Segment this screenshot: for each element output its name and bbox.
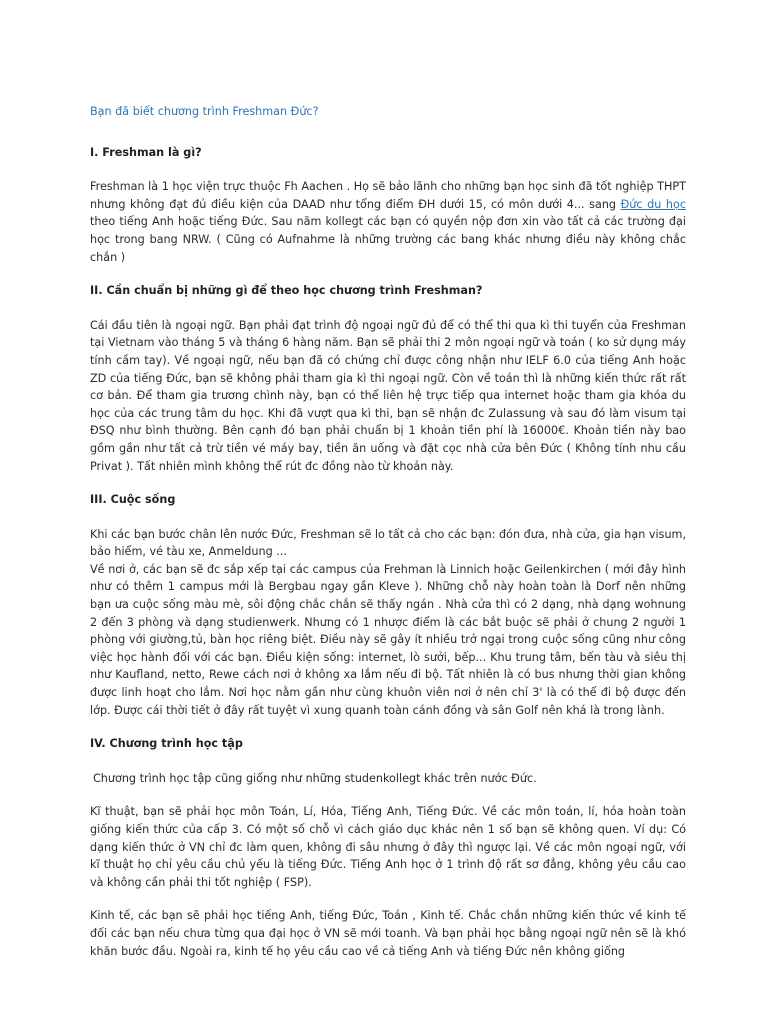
section-heading-life: III. Cuộc sống — [90, 493, 176, 507]
paragraph-life-accommodation: Về nơi ở, các bạn sẽ đc sắp xếp tại các campus của Frehman là Linnich hoặc Geilenkirchen ( mới đây hình như có thêm 1 campus mới là Bergbau ngay gần Kleve ). Những chỗ này hoàn toàn là Dorf nên những bạn ưa cuộc sống màu mè, sôi động chắc chắn sẽ thấy ngán . Nhà cửa thì có 2 dạng, nhà dạng wohnung 2 đến 3 phòng và dạng studienwerk. Nhưng có 1 nhược điểm là các bắt buộc sẽ phải ở chung 2 người 1 phòng với giường,tủ, bàn học riêng biệt. Điều này sẽ gây ít nhiều trở ngại trong cuộc sống cũng như công việc học hành đối với các bạn. Điều kiện sống: internet, lò sưởi, bếp... Khu trung tâm, bến tàu và siêu thị như Kaufland, netto, Rewe cách nơi ở không xa lắm nếu đi bộ. Tất nhiên là có bus nhưng thời gian không được linh hoạt cho lắm. Nơi học nằm gần như cùng khuôn viên nơi ở nên chỉ 3' là có thể đi bộ được đến lớp. Được cái thời tiết ở đây rất tuyệt vì xung quanh toàn cánh đồng và sân Golf nên khá là trong lành. — [90, 562, 686, 717]
text-run: Freshman là 1 học viện trực thuộc Fh Aachen . Họ sẽ bảo lãnh cho những bạn học sinh đã tốt nghiệp THPT nhưng không đạt đủ điều kiện của DAAD như tổng điểm ĐH dưới 15, có môn dưới 4... sang — [90, 180, 686, 211]
paragraph-preparation: Cái đầu tiên là ngoại ngữ. Bạn phải đạt trình độ ngoại ngữ đủ để có thể thi qua kì thi tuyển của Freshman tại Vietnam vào tháng 5 và tháng 6 hàng năm. Bạn sẽ phải thi 2 môn ngoại ngữ và toán ( ko sử dụng máy tính cầm tay). Về ngoại ngữ, nếu bạn đã có chứng chỉ được công nhận như IELF 6.0 của tiếng Anh hoặc ZD của tiếng Đức, bạn sẽ không phải tham gia kì thi ngoại ngữ. Còn về toán thì là những kiến thức rất rất cơ bản. Để tham gia trương chình này, bạn có thể liên hệ trực tiếp qua internet hoặc tham gia khóa du học của các trung tâm du học. Khi đã vượt qua kì thi, bạn sẽ nhận đc Zulassung và sau đó làm visum tại ĐSQ như bình thường. Bên cạnh đó bạn phải chuẩn bị 1 khoản tiền phí là 16000€. Khoản tiền này bao gồm gần như tất cả trừ tiền vé máy bay, tiền ăn uống và đặt cọc nhà cửa bên Đức ( Không tính nhu cầu Privat ). Tất nhiên mình không thể rút đc đồng nào từ khoản này. — [90, 318, 686, 473]
paragraph-study-economics: Kinh tế, các bạn sẽ phải học tiếng Anh, tiếng Đức, Toán , Kinh tế. Chắc chắn những kiến thức về kinh tế đối các bạn nếu chưa từng qua đại học ở VN sẽ mới toanh. Và bạn phải học bằng ngoại ngữ nên sẽ là khó khăn bước đầu. Ngoài ra, kinh tế họ yêu cầu cao về cả tiếng Anh và tiếng Đức nên không giống — [90, 909, 686, 958]
paragraph-study-intro: Chương trình học tập cũng giống như những studenkollegt khác trên nước Đức. — [93, 771, 537, 785]
text-run: theo tiếng Anh hoặc tiếng Đức. Sau năm kollegt các bạn có quyền nộp đơn xin vào tất cả các trường đại học trong bang NRW. ( Cũng có Aufnahme là những trường các bang khác nhưng điều này không chắc chắn ) — [90, 215, 686, 264]
section-heading-preparation: II. Cần chuẩn bị những gì để theo học chương trình Freshman? — [90, 284, 483, 298]
section-heading-study-program: IV. Chương trình học tập — [90, 737, 243, 751]
study-in-germany-link[interactable]: Đức du học — [620, 197, 686, 211]
document-title: Bạn đã biết chương trình Freshman Đức? — [90, 105, 319, 118]
paragraph-freshman-intro — [90, 178, 686, 266]
section-heading-freshman: I. Freshman là gì? — [90, 145, 202, 159]
paragraph-study-technical: Kĩ thuật, bạn sẽ phải học môn Toán, Lí, Hóa, Tiếng Anh, Tiếng Đức. Về các môn toán, lí, hóa hoàn toàn giống kiến thức của cấp 3. Có một số chỗ vì cách giáo dục khác nên 1 số bạn sẽ không quen. Ví dụ: Có dạng kiến thức ở VN chỉ đc làm quen, không đi sâu nhưng ở đây thì ngược lại. Về các môn ngoại ngữ, với kĩ thuật họ chỉ yêu cầu chủ yếu là tiếng Đức. Tiếng Anh học ở 1 trình độ rất sơ đẳng, không yêu cầu cao và không cần phải thi tốt nghiệp ( FSP). — [90, 805, 686, 889]
paragraph-life-arrival: Khi các bạn bước chân lên nước Đức, Freshman sẽ lo tất cả cho các bạn: đón đưa, nhà cửa, gia hạn visum, bảo hiểm, vé tàu xe, Anmeldung ... — [90, 527, 686, 559]
